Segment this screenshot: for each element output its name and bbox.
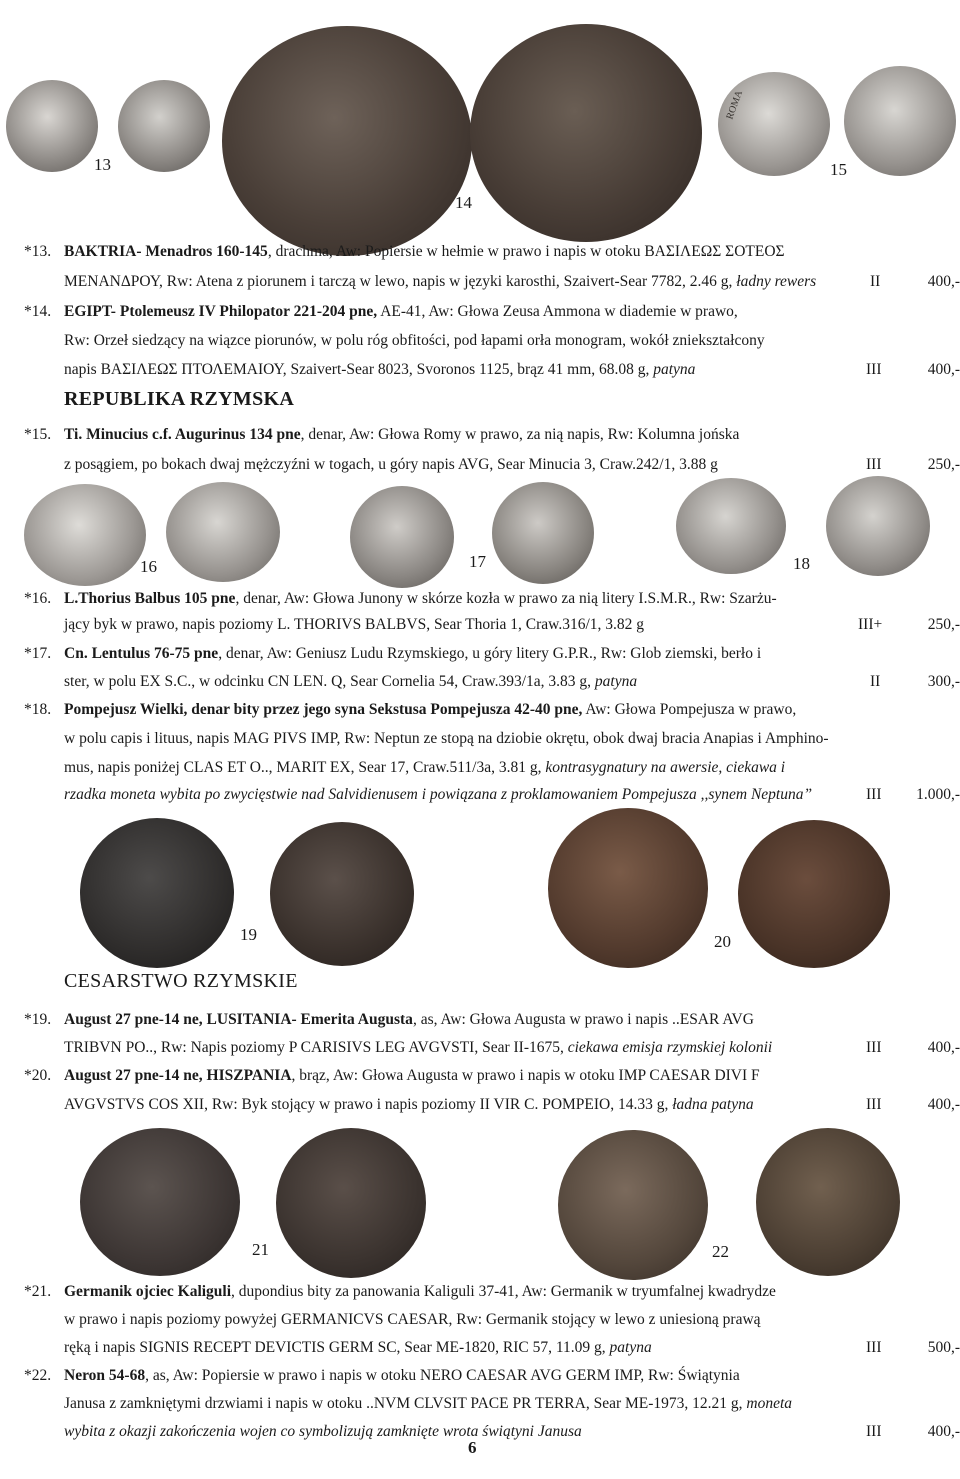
lot-20-line-2: AVGVSTVS COS XII, Rw: Byk stojący w prawo i napis poziomy II VIR C. POMPEIO, 14.33 g, ładna patyna (64, 1096, 754, 1113)
lot-13-number: *13. (24, 243, 52, 260)
lot-18-grade: III (866, 786, 882, 803)
page-number: 6 (468, 1438, 477, 1457)
coin-19-obverse (80, 818, 234, 968)
lot-22-price: 400,- (927, 1423, 960, 1440)
section-heading-republika: REPUBLIKA RZYMSKA (64, 388, 295, 410)
coin-20-obverse (548, 808, 708, 968)
lot-20-price: 400,- (927, 1096, 960, 1113)
image-label-20: 20 (714, 932, 731, 951)
lot-22-grade: III (866, 1423, 882, 1440)
lot-13-line-2: ΜΕΝΑΝΔΡΟΥ, Rw: Atena z piorunem i tarczą w lewo, napis w języki karosthi, Szaivert-Sear 7782, 2.46 g, ładny rewers (64, 273, 817, 290)
lot-22-line-2: Janusa z zamkniętymi drzwiami i napis w otoku ..NVM CLVSIT PACE PR TERRA, Sear ME-1973, 12.21 g, moneta (64, 1395, 793, 1412)
lot-16-number: *16. (24, 590, 52, 607)
image-label-18: 18 (793, 554, 810, 573)
image-label-22: 22 (712, 1242, 729, 1261)
lot-18-line-3: mus, napis poniżej CLAS ET O.., MARIT EX, Sear 17, Craw.511/3a, 3.81 g, kontrasygnatury na awersie, ciekawa i (64, 759, 786, 776)
lot-21-number: *21. (24, 1283, 52, 1300)
coin-21-obverse (80, 1128, 240, 1276)
coin-20-reverse (738, 820, 890, 968)
lot-21-grade: III (866, 1339, 882, 1356)
lot-19-number: *19. (24, 1011, 52, 1028)
lot-19-price: 400,- (927, 1039, 960, 1056)
image-label-21: 21 (252, 1240, 269, 1259)
lot-21-line-2: w prawo i napis poziomy powyżej GERMANICVS CAESAR, Rw: Germanik stojący w lewo z uniesioną prawą (64, 1311, 761, 1328)
lot-20-grade: III (866, 1096, 882, 1113)
lot-14-line-3: napis ΒΑΣΙΛΕΩΣ ΠΤΟΛΕΜΑΙΟΥ, Szaivert-Sear 8023, Svoronos 1125, brąz 41 mm, 68.08 g, patyna (64, 361, 696, 378)
coin-17-reverse (492, 482, 594, 584)
lot-22-line-3: wybita z okazji zakończenia wojen co symbolizują zamknięte wrota świątyni Janusa (64, 1423, 582, 1440)
lot-19-line-2: TRIBVN PO.., Rw: Napis poziomy P CARISIVS LEG AVGVSTI, Sear II-1675, ciekawa emisja rzymskiej kolonii (64, 1039, 773, 1056)
coin-16-obverse (24, 484, 146, 586)
lot-20-line-1: August 27 pne-14 ne, HISZPANIA, brąz, Aw: Głowa Augusta w prawo i napis w otoku IMP CAESAR DIVI F (64, 1067, 760, 1084)
coin-15-obverse (718, 72, 830, 176)
image-label-16: 16 (140, 557, 157, 576)
lot-13-line-1: BAKTRIA- Menadros 160-145, drachma, Aw: Popiersie w hełmie w prawo i napis w otoku ΒΑΣΙΛΕΩΣ ΣΟΤΕΟΣ (64, 243, 785, 260)
image-label-13: 13 (94, 155, 111, 174)
coin-14-obverse (222, 26, 472, 256)
lot-14-line-2: Rw: Orzeł siedzący na wiązce piorunów, w polu róg obfitości, pod łapami orła monogram, wokół zniekształcony (64, 332, 765, 349)
lot-21-line-1: Germanik ojciec Kaliguli, dupondius bity za panowania Kaliguli 37-41, Aw: Germanik w tryumfalnej kwadrydze (64, 1283, 776, 1300)
lot-16-price: 250,- (927, 616, 960, 633)
image-label-14: 14 (455, 193, 472, 212)
lot-22-line-1: Neron 54-68, as, Aw: Popiersie w prawo i napis w otoku NERO CAESAR AVG GERM IMP, Rw: Świątynia (64, 1367, 740, 1384)
lot-18-line-1: Pompejusz Wielki, denar bity przez jego syna Sekstusa Pompejusza 42-40 pne, Aw: Głowa Pompejusza w prawo, (64, 701, 797, 718)
lot-18-line-2: w polu capis i lituus, napis MAG PIVS IMP, Rw: Neptun ze stopą na dziobie okrętu, obok dwaj bracia Anapias i Amphino- (64, 730, 829, 747)
lot-15-number: *15. (24, 426, 52, 443)
lot-18-price: 1.000,- (916, 786, 960, 803)
image-label-15: 15 (830, 160, 847, 179)
lot-18-line-4: rzadka moneta wybita po zwycięstwie nad Salvidienusem i powiązana z proklamowaniem Pompejusza ,,synem Neptuna” (64, 786, 813, 803)
lot-15-price: 250,- (927, 456, 960, 473)
lot-13-grade: II (870, 273, 881, 290)
coin-22-reverse (756, 1128, 900, 1276)
section-heading-cesarstwo: CESARSTWO RZYMSKIE (64, 970, 298, 992)
lot-20-number: *20. (24, 1067, 52, 1084)
coin-21-reverse (276, 1128, 426, 1278)
coin-19-reverse (270, 822, 414, 966)
coin-14-reverse (470, 24, 702, 242)
lot-17-line-1: Cn. Lentulus 76-75 pne, denar, Aw: Geniusz Ludu Rzymskiego, u góry litery G.P.R., Rw: Glob ziemski, berło i (64, 645, 762, 662)
svg-text:ROMA: ROMA (724, 89, 746, 122)
lot-15-line-1: Ti. Minucius c.f. Augurinus 134 pne, denar, Aw: Głowa Romy w prawo, za nią napis, Rw: Kolumna jońska (64, 426, 740, 443)
coin-15-obverse-legend (718, 72, 830, 176)
lot-17-grade: II (870, 673, 881, 690)
lot-16-grade: III+ (858, 616, 883, 633)
lot-14-line-1: EGIPT- Ptolemeusz IV Philopator 221-204 pne, AE-41, Aw: Głowa Zeusa Ammona w diademie w prawo, (64, 303, 738, 320)
lot-14-grade: III (866, 361, 882, 378)
lot-16-line-2: jący byk w prawo, napis poziomy L. THORIVS BALBVS, Sear Thoria 1, Craw.316/1, 3.82 g (64, 616, 645, 633)
coin-13-obverse (6, 80, 98, 172)
coin-18-obverse (676, 478, 786, 574)
coin-13-reverse (118, 80, 210, 172)
coin-22-obverse (558, 1130, 708, 1280)
lot-13-price: 400,- (927, 273, 960, 290)
image-label-17: 17 (469, 552, 486, 571)
image-label-19: 19 (240, 925, 257, 944)
lot-15-grade: III (866, 456, 882, 473)
lot-14-number: *14. (24, 303, 52, 320)
lot-17-number: *17. (24, 645, 52, 662)
coin-15-reverse (844, 66, 956, 176)
lot-17-price: 300,- (927, 673, 960, 690)
lot-16-line-1: L.Thorius Balbus 105 pne, denar, Aw: Głowa Junony w skórze kozła w prawo za nią litery I.S.M.R., Rw: Szarżu- (64, 590, 777, 607)
coin-16-reverse (166, 482, 280, 582)
lot-21-line-3: ręką i napis SIGNIS RECEPT DEVICTIS GERM SC, Sear ME-1820, RIC 57, 11.09 g, patyna (64, 1339, 652, 1356)
lot-19-line-1: August 27 pne-14 ne, LUSITANIA- Emerita Augusta, as, Aw: Głowa Augusta w prawo i napis ..ESAR AVG (64, 1011, 754, 1028)
lot-21-price: 500,- (927, 1339, 960, 1356)
lot-17-line-2: ster, w polu EX S.C., w odcinku CN LEN. Q, Sear Cornelia 54, Craw.393/1a, 3.83 g, patyna (64, 673, 638, 690)
lot-15-line-2: z posągiem, po bokach dwaj mężczyźni w togach, u góry napis AVG, Sear Minucia 3, Craw.242/1, 3.88 g (64, 456, 718, 473)
lot-14-price: 400,- (927, 361, 960, 378)
lot-19-grade: III (866, 1039, 882, 1056)
coin-17-obverse (350, 486, 454, 588)
lot-18-number: *18. (24, 701, 52, 718)
coin-18-reverse (826, 476, 930, 576)
lot-22-number: *22. (24, 1367, 52, 1384)
